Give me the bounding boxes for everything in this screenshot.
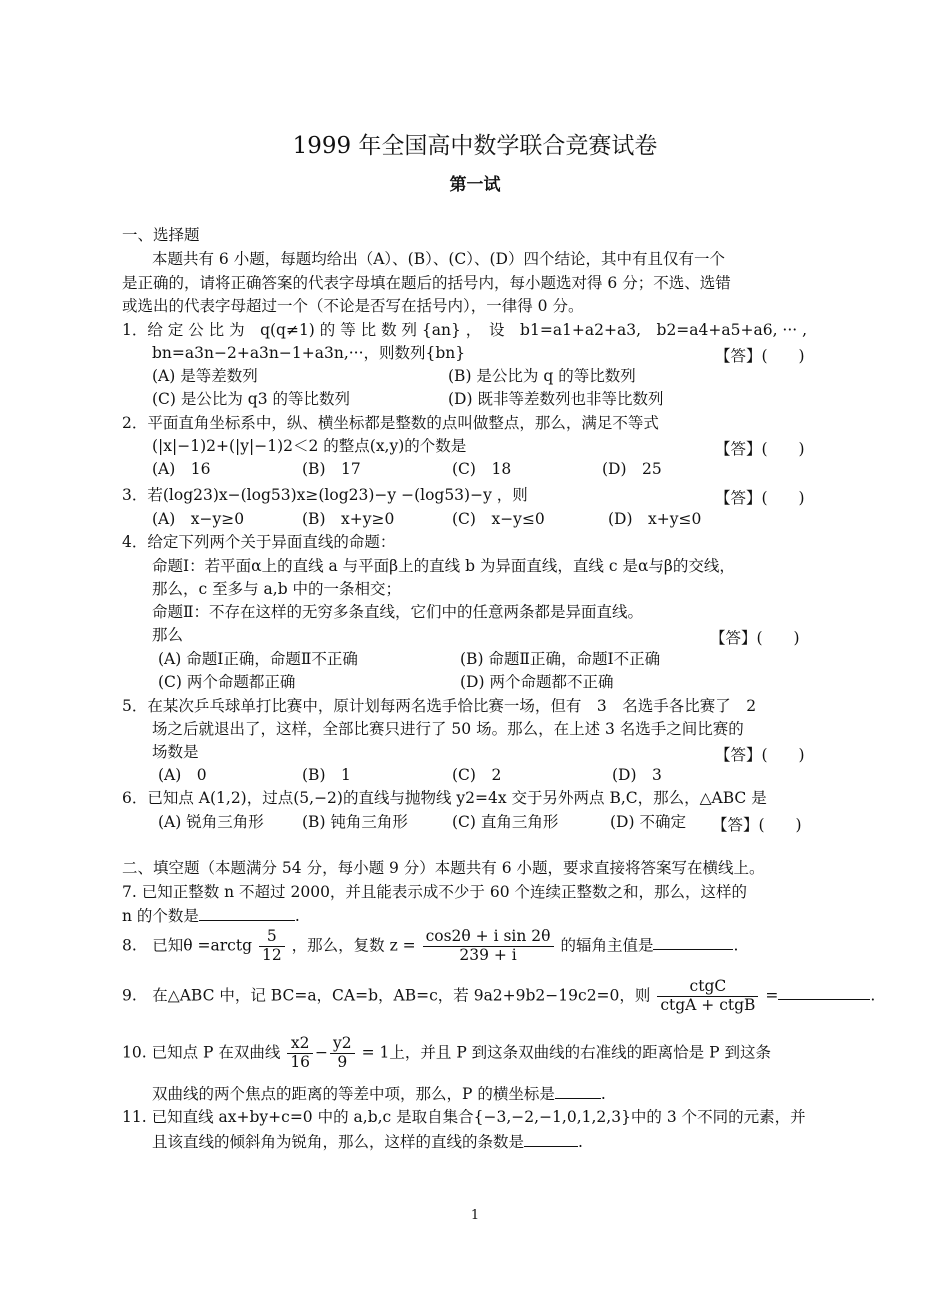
page-title: 1999 年全国高中数学联合竞赛试卷	[292, 133, 658, 159]
option-a: (A) 16	[152, 460, 211, 478]
denominator: ctgA + ctgB	[660, 995, 756, 1014]
option-a: (A) 是等差数列	[152, 367, 258, 385]
answer-blank[interactable]	[653, 935, 733, 950]
answer-bracket[interactable]: 【答】( )	[715, 489, 805, 507]
page-subtitle: 第一试	[449, 175, 501, 195]
question-1-line: bn=a3n−2+a3n−1+a3n,···，则数列{bn}	[152, 344, 466, 362]
question-11-text: 且该直线的倾斜角为锐角，那么，这样的直线的条数是	[152, 1133, 525, 1151]
question-8-mid: ，那么，复数 z =	[291, 936, 416, 955]
answer-blank[interactable]	[778, 985, 870, 1000]
page-number: 1	[470, 1208, 480, 1223]
question-3-line: 3．若(log23)x−(log53)x≥(log23)−y −(log53)−y ，则	[122, 486, 528, 504]
section-heading: 一、选择题	[122, 226, 200, 244]
fraction	[423, 928, 554, 965]
question-6-line: 6．已知点 A(1,2)，过点(5,−2)的直线与抛物线 y2=4x 交于另外两点 B,C，那么，△ABC 是	[122, 789, 767, 807]
question-9-pre: 9. 在△ABC 中，记 BC=a，CA=b，AB=c，若 9a2+9b2−19c2=0，则	[122, 986, 651, 1005]
intro-line: 本题共有 6 小题，每题均给出（A）、(B）、(C）、(D）四个结论，其中有且仅有一个	[152, 250, 725, 268]
option-a: (A) 0	[158, 766, 207, 784]
option-b: (B) 17	[302, 460, 361, 478]
option-d: (D) x+y≤0	[608, 510, 702, 528]
option-b: (B) x+y≥0	[302, 510, 395, 528]
question-2-line: 2．平面直角坐标系中，纵、横坐标都是整数的点叫做整点，那么，满足不等式	[122, 414, 659, 432]
question-10-pre: 10. 已知点 P 在双曲线	[122, 1043, 281, 1062]
option-b: (B) 1	[302, 766, 351, 784]
question-4-line: 命题Ⅰ：若平面α上的直线 a 与平面β上的直线 b 为异面直线，直线 c 是α与β的交线，	[152, 557, 735, 575]
question-7-line	[122, 906, 300, 926]
question-10-line	[122, 1035, 771, 1072]
numerator: cos2θ + i sin 2θ	[423, 928, 554, 947]
answer-blank[interactable]	[199, 906, 295, 921]
answer-bracket[interactable]: 【答】( )	[710, 629, 800, 647]
intro-line: 或选出的代表字母超过一个（不论是否写在括号内），一律得 0 分。	[122, 297, 584, 315]
question-5-line: 场数是	[152, 743, 199, 761]
question-11-line: 11. 已知直线 ax+by+c=0 中的 a,b,c 是取自集合{−3,−2,−1,0,1,2,3}中的 3 个不同的元素，并	[122, 1108, 806, 1126]
option-a: (A) 命题Ⅰ正确，命题Ⅱ不正确	[158, 650, 358, 668]
option-d: (D) 既非等差数列也非等比数列	[448, 390, 664, 408]
numerator: y2	[330, 1035, 355, 1054]
option-a: (A) x−y≥0	[152, 510, 245, 528]
fraction	[259, 928, 285, 965]
question-7-end: .	[294, 907, 300, 925]
numerator: x2	[287, 1035, 313, 1054]
option-c: (C) 18	[452, 460, 512, 478]
answer-bracket[interactable]: 【答】( )	[715, 347, 805, 365]
answer-blank[interactable]	[524, 1132, 578, 1147]
question-4-line: 那么	[152, 626, 184, 644]
option-b: (B) 钝角三角形	[302, 813, 408, 831]
denominator: 9	[337, 1052, 348, 1071]
intro-line: 是正确的，请将正确答案的代表字母填在题后的括号内，每小题选对得 6 分；不选、选错	[122, 274, 731, 292]
answer-blank[interactable]	[555, 1084, 601, 1099]
question-7-text: n 的个数是	[122, 907, 199, 925]
question-8-end: .	[733, 936, 739, 955]
option-a: (A) 锐角三角形	[158, 813, 264, 831]
question-11-end: .	[578, 1133, 583, 1151]
question-8-line	[122, 928, 738, 965]
option-b: (B) 是公比为 q 的等比数列	[448, 367, 636, 385]
question-7-line: 7. 已知正整数 n 不超过 2000，并且能表示成不少于 60 个连续正整数之和，那么，这样的	[122, 883, 748, 901]
question-10-end: .	[600, 1085, 606, 1103]
option-c: (C) 是公比为 q3 的等比数列	[152, 390, 351, 408]
question-10-post: 上，并且 P 到这条双曲线的右准线的距离恰是 P 到这条	[389, 1043, 771, 1062]
question-2-line: (|x|−1)2+(|y|−1)2＜2 的整点(x,y)的个数是	[152, 437, 467, 455]
question-5-line: 5．在某次乒乓球单打比赛中，原计划每两名选手恰比赛一场，但有 3 名选手各比赛了 2	[122, 697, 757, 715]
question-8-post: 的辐角主值是	[560, 936, 654, 955]
question-9-line	[122, 978, 875, 1015]
option-c: (C) 2	[452, 766, 502, 784]
question-4-line: 4．给定下列两个关于异面直线的命题：	[122, 533, 396, 551]
minus-sign: −	[315, 1043, 329, 1062]
option-b: (B) 命题Ⅱ正确，命题Ⅰ不正确	[460, 650, 661, 668]
answer-bracket[interactable]: 【答】( )	[715, 440, 805, 458]
answer-bracket[interactable]: 【答】( )	[715, 746, 805, 764]
question-5-line: 场之后就退出了，这样，全部比赛只进行了 50 场。那么，在上述 3 名选手之间比赛的	[152, 720, 744, 738]
equals-one: = 1	[361, 1043, 390, 1062]
denominator: 16	[290, 1052, 311, 1071]
question-4-line: 命题Ⅱ：不存在这样的无穷多条直线，它们中的任意两条都是异面直线。	[152, 603, 644, 621]
numerator: 5	[259, 928, 285, 947]
option-c: (C) 两个命题都正确	[158, 673, 296, 691]
section-heading: 二、填空题（本题满分 54 分，每小题 9 分）本题共有 6 小题，要求直接将答案写在横线上。	[122, 859, 765, 877]
question-1-line: 1．给 定 公 比 为 q(q≠1) 的 等 比 数 列 {an} ， 设 b1=a1+a2+a3, b2=a4+a5+a6, ··· ,	[122, 321, 808, 339]
question-4-line: 那么，c 至多与 a,b 中的一条相交；	[152, 580, 402, 598]
denominator: 12	[261, 945, 282, 964]
question-10-text: 双曲线的两个焦点的距离的等差中项，那么，P 的横坐标是	[152, 1085, 555, 1103]
denominator: 239 + i	[459, 945, 517, 964]
option-c: (C) 直角三角形	[452, 813, 559, 831]
option-d: (D) 3	[612, 766, 662, 784]
option-d: (D) 25	[602, 460, 662, 478]
question-10-line	[152, 1084, 606, 1104]
option-c: (C) x−y≤0	[452, 510, 545, 528]
equals: =	[765, 986, 779, 1005]
answer-bracket[interactable]: 【答】( )	[712, 816, 802, 834]
question-8-pre: 8. 已知θ =arctg	[122, 936, 253, 955]
fraction	[287, 1035, 313, 1072]
fraction	[657, 978, 758, 1015]
question-9-end: .	[870, 986, 876, 1005]
question-11-line	[152, 1132, 583, 1152]
numerator: ctgC	[657, 978, 758, 997]
option-d: (D) 两个命题都不正确	[460, 673, 614, 691]
fraction	[330, 1035, 355, 1072]
option-d: (D) 不确定	[610, 813, 686, 831]
